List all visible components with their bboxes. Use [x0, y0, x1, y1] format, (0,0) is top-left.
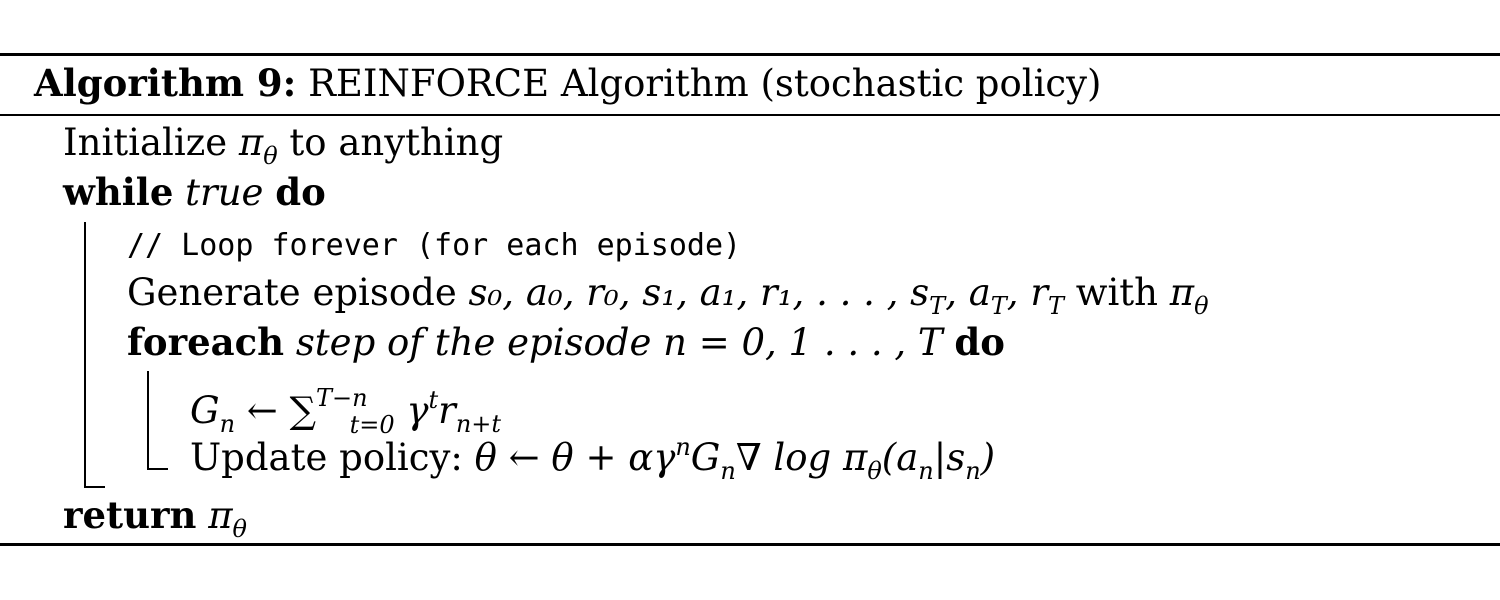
- foreach-do-keyword: do: [954, 320, 1005, 364]
- foreach-range: n = 0, 1 . . . , T: [663, 321, 943, 364]
- update-expression: θ ← $\theta + \alpha\gamma^nG_n\nabla$ $\log \pi_\theta(a_n|s_n)$: [474, 433, 996, 485]
- gn-reward-sub: n+t: [455, 410, 502, 438]
- foreach-keyword: foreach: [127, 320, 285, 364]
- generate-policy: π: [1169, 271, 1195, 314]
- top-rule: [0, 53, 1500, 56]
- return-keyword: return: [63, 493, 197, 537]
- gn-gamma: γ: [406, 389, 429, 432]
- loop-comment: // Loop forever (for each episode): [127, 228, 742, 263]
- while-condition: true: [185, 171, 264, 214]
- return-policy: π: [208, 494, 233, 537]
- line-while: [63, 169, 326, 216]
- foreach-block-end: [147, 468, 168, 470]
- line-update: [190, 424, 995, 494]
- episode-sequence: s₀, a₀, r₀, s₁, a₁, r₁, . . . , $s_T$, $a_T$, $r_T$: [468, 271, 1065, 320]
- generate-text: Generate episode: [127, 271, 457, 314]
- return-policy-sub: θ: [232, 515, 247, 543]
- generate-policy-sub: θ: [1194, 292, 1209, 320]
- caption-title: REINFORCE Algorithm (stochastic policy): [308, 62, 1102, 105]
- gn-reward: r: [438, 389, 456, 432]
- generate-with: with: [1075, 271, 1158, 314]
- init-policy-sub: θ: [263, 142, 278, 170]
- foreach-block-bar: [147, 371, 149, 470]
- init-policy: π: [238, 121, 264, 164]
- init-text: Initialize: [63, 121, 228, 164]
- init-rest: to anything: [289, 121, 504, 164]
- caption-rule: [0, 114, 1500, 116]
- line-comment: [127, 220, 741, 269]
- sum-upper-limit: T−n: [316, 384, 368, 412]
- gn-arrow: ←: [246, 389, 278, 432]
- while-block-bar: [84, 222, 86, 488]
- algorithm-caption: [34, 60, 1102, 107]
- gn-lhs-sub: n: [219, 410, 236, 438]
- while-do-keyword: do: [275, 170, 326, 214]
- update-text: Update policy:: [190, 436, 463, 479]
- gn-lhs: G: [190, 389, 220, 432]
- while-block-end: [84, 486, 105, 488]
- gn-gamma-sup: t: [428, 386, 439, 414]
- bottom-rule: [0, 543, 1500, 546]
- foreach-description: step of the episode: [295, 321, 652, 364]
- sum-lower-limit: t=0: [349, 411, 395, 439]
- line-foreach: [127, 319, 1005, 366]
- caption-label: Algorithm 9:: [34, 61, 297, 105]
- while-keyword: while: [63, 170, 174, 214]
- sum-symbol: ∑: [289, 389, 316, 432]
